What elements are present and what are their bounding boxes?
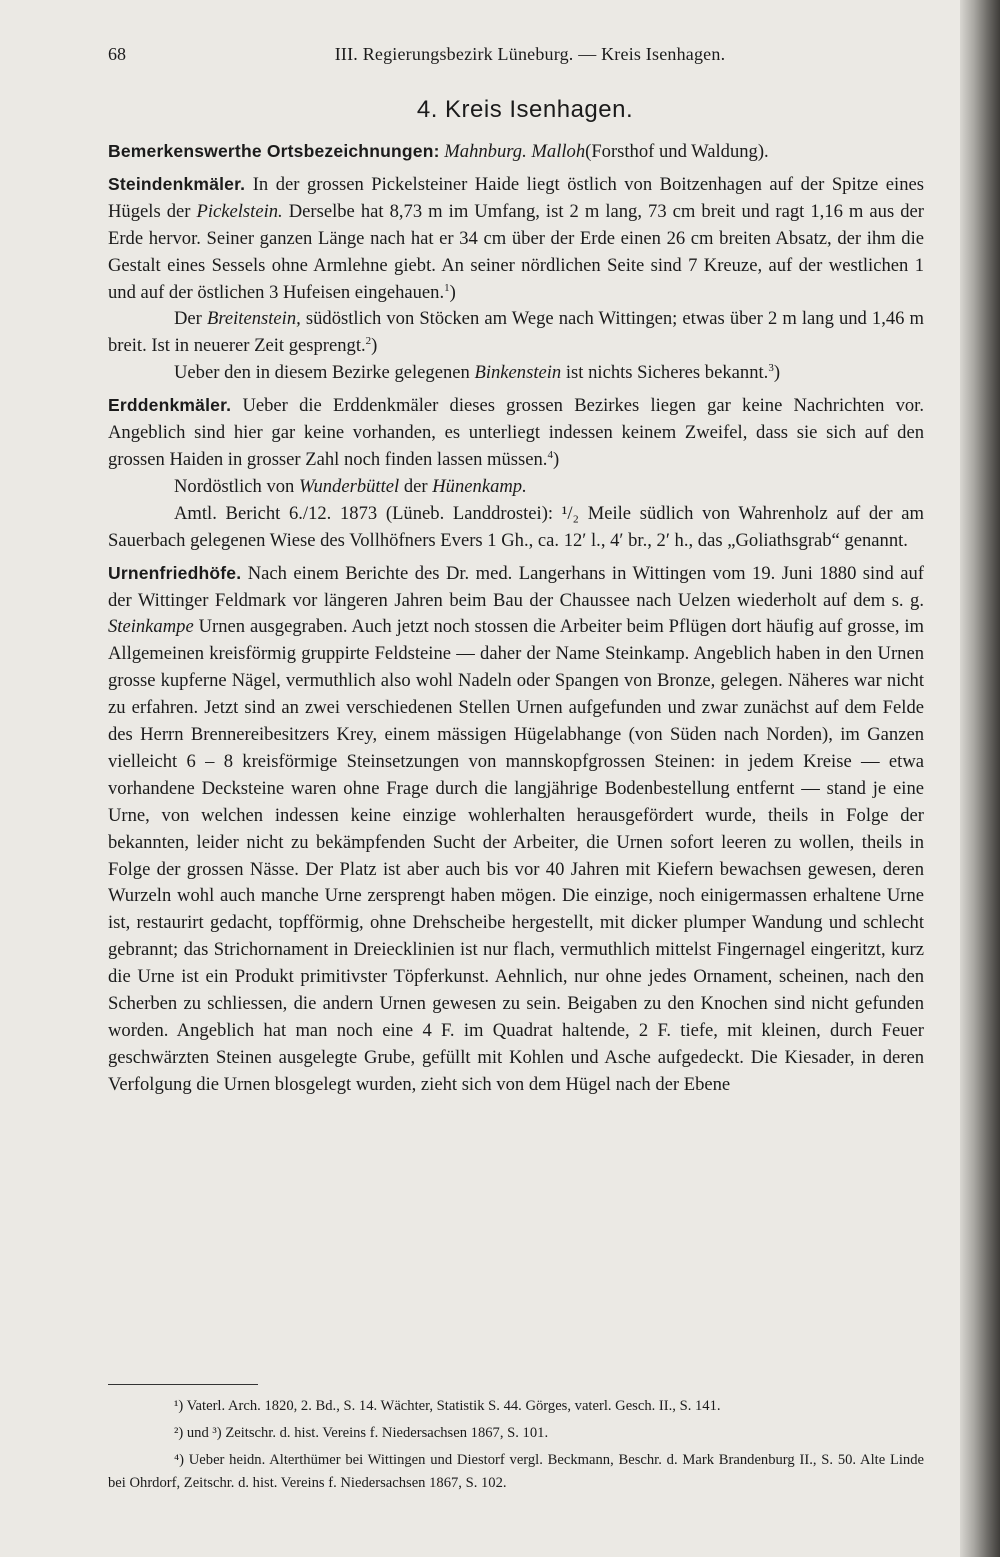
paragraph-text: Urnen ausgegraben. Auch jetzt noch stossen die Arbeiter beim Pflügen dort häufig auf grosse, im Allgemeinen kreisförmig gruppirte Feldsteine — daher der Name Steinkamp. Angeblich haben in den Urnen grosse kupferne Nägel, vermuthlich also wohl Nadeln oder Spangen von Bronze, gelegen. Näheres war nicht zu erfahren. Jetzt sind an zwei verschiedenen Stellen Urnen aufgefunden und zwar zunächst auf dem Felde des Herrn Brennereibesitzers Krey, einem mässigen Hügelabhange (von Süden nach Norden), im Ganzen vielleicht 6 – 8 kreisförmige Steinsetzungen von mannskopfgrossen Steinen: in jedem Kreise — etwa vorhandene Decksteine waren ohne Frage durch die langjährige Bodenbestellung entfernt — stand je eine Urne, von welchen indessen keine einzige wohlerhalten herausgefördert wurde, theils in Folge der bekannten, leider nicht zu bekämpfenden Sucht der Arbeiter, die Urnen sofort leeren zu wollen, theils in Folge der grossen Nässe. Der Platz ist aber auch bis vor 40 Jahren mit Kiefern bewachsen gewesen, deren Wurzeln wohl auch manche Urne zersprengt haben mögen. Die einzige, noch einigermassen erhaltene Urne ist, restaurirt gedacht, topfförmig, ohne Drehscheibe hergestellt, mit dicker plumper Wandung und schlecht gebrannt; das Strichornament in Dreiecklinien ist nur flach, vermuthlich mittelst Fingernagel eingeritzt, kurz die Urne ist ein Produkt primitivster Töpferkunst. Aehnlich, nur ohne jedes Ornament, scheinen, nach den Scherben zu schliessen, die andern Urnen gewesen zu sein. Beigaben zu den Knochen sind nicht gefunden worden. Angeblich hat man noch eine 4 F. im Quadrat haltende, 2 F. tiefe, mit kleinen, durch Feuer geschwärzten Steinen ausgelegte Grube, gefüllt mit Kohlen und Asche aufgedeckt. Die Kiesader, in deren Verfolgung die Urnen blosgelegt wurden, zieht sich von dem Hügel nach der Ebene bbox=[108, 616, 924, 1095]
footnote-text: Zeitschr. d. hist. Vereins f. Niedersachsen 1867, S. 101. bbox=[225, 1425, 549, 1441]
place-name: Wunderbüttel bbox=[299, 475, 400, 497]
footnote-1 bbox=[108, 1395, 924, 1418]
footnote-ref: 4 bbox=[547, 448, 553, 461]
paragraph-text: Nach einem Berichte des Dr. med. Langerhans in Wittingen vom 19. Juni 1880 sind auf der Wittinger Feldmark vor längeren Jahren beim Bau der Chaussee nach Uelzen wiederholt auf dem s. g. bbox=[108, 562, 924, 611]
place-name: Malloh bbox=[531, 141, 586, 162]
paragraph-text: Derselbe hat 8,73 m im Umfang, ist 2 m lang, 73 cm breit und ragt 1,16 m aus der Erde hervor. Seiner ganzen Länge nach hat er 34 cm über der Erde einen 26 cm breiten Absatz, der ihm die Gestalt eines Sessels ohne Armlehne giebt. An seiner nördlichen Seite sind 7 Kreuze, auf der westlichen 1 und auf der östlichen 3 Hufeisen eingehauen. bbox=[108, 200, 924, 303]
main-text bbox=[108, 138, 924, 1099]
section-heading-steindenkmaeler: Steindenkmäler. bbox=[108, 173, 246, 194]
paragraph-steindenkmaeler-1: Steindenkmäler. In der grossen Pickelsteiner Haide liegt östlich von Boitzenhagen auf der Spitze eines Hügels der Pickelstein. Derselbe hat 8,73 m im Umfang, ist 2 m lang, 73 cm breit und ragt 1,16 m aus der Erde hervor. Seiner ganzen Länge nach hat er 34 cm über der Erde einen 26 cm breiten Absatz, der ihm die Gestalt eines Sessels ohne Armlehne giebt. An seiner nördlichen Seite sind 7 Kreuze, auf der westlichen 1 und auf der östlichen 3 Hufeisen eingehauen.$^1$) bbox=[108, 173, 924, 303]
paragraph-steindenkmaeler-2: Der Breitenstein, südöstlich von Stöcken am Wege nach Wittingen; etwas über 2 m lang und 1,46 m breit. Ist in neuerer Zeit gesprengt.$^2$) bbox=[108, 308, 925, 357]
paragraph-urnenfriedhoefe bbox=[108, 560, 924, 1099]
footnote-ref: 2 bbox=[365, 335, 372, 348]
paragraph-text: ist nichts Sicheres bekannt. bbox=[565, 362, 769, 384]
place-name: Mahnburg. bbox=[444, 141, 527, 162]
paragraph-text: südöstlich von Stöcken am Wege nach Wittingen; etwas über 2 m lang und 1,46 m breit. Ist in neuerer Zeit gesprengt. bbox=[108, 308, 925, 357]
footnote-text: Ueber heidn. Alterthümer bei Wittingen und Diestorf vergl. Beckmann, Beschr. d. Mark Brandenburg II., S. 50. Alte Linde bei Ohrdorf, Zeitschr. d. hist. Vereins f. Niedersachsen 1867, S. 102. bbox=[108, 1452, 924, 1491]
footnote-marker: ⁴) bbox=[174, 1452, 184, 1468]
fraction: ¹/₂ bbox=[561, 502, 579, 524]
running-title: III. Regierungsbezirk Lüneburg. — Kreis Isenhagen. bbox=[334, 44, 726, 64]
footnote-text: Vaterl. Arch. 1820, 2. Bd., S. 14. Wächter, Statistik S. 44. Görges, vaterl. Gesch. II., S. 141. bbox=[186, 1398, 721, 1414]
section-heading-urnenfriedhoefe: Urnenfriedhöfe. bbox=[108, 562, 242, 583]
paragraph-text: Amtl. Bericht 6./12. 1873 (Lüneb. Landdrostei): bbox=[174, 502, 554, 524]
paragraph-ortsbezeichnungen bbox=[108, 138, 924, 166]
paragraph-text: Ueber den in diesem Bezirke gelegenen bbox=[174, 362, 470, 384]
place-name: Pickelstein. bbox=[196, 200, 283, 222]
paragraph-text: Nordöstlich von bbox=[174, 475, 295, 497]
paragraph-text: Meile südlich von Wahrenholz auf der am Sauerbach gelegenen Wiese des Vollhöfners Evers 1 Gh., ca. 12′ l., 4′ br., 2′ h., das „Goliathsgrab“ genannt. bbox=[108, 502, 924, 551]
paragraph-text: der bbox=[403, 475, 428, 497]
footnote-ref: 1 bbox=[444, 281, 450, 294]
paragraph-erddenkmaeler-1: Erddenkmäler. Ueber die Erddenkmäler dieses grossen Bezirkes liegen gar keine Nachrichten vor. Angeblich sind hier gar keine vorhanden, es unterliegt indessen keinem Zweifel, dass sie sich auf den grossen Haiden in grosser Zahl noch finden lassen müssen.$^4$) bbox=[108, 395, 924, 470]
page-number: 68 bbox=[108, 44, 126, 64]
paragraph-text: Der bbox=[174, 308, 202, 330]
footnotes bbox=[108, 1395, 924, 1499]
section-heading-erddenkmaeler: Erddenkmäler. bbox=[108, 395, 232, 416]
place-name: Binkenstein bbox=[474, 362, 562, 384]
paragraph-text: Ueber die Erddenkmäler dieses grossen Bezirkes liegen gar keine Nachrichten vor. Angeblich sind hier gar keine vorhanden, es unterliegt indessen keinem Zweifel, dass sie sich auf den grossen Haiden in grosser Zahl noch finden lassen müssen. bbox=[108, 395, 924, 470]
place-name: Steinkampe bbox=[108, 616, 194, 638]
footnote-2-3 bbox=[108, 1422, 924, 1445]
chapter-title: 4. Kreis Isenhagen. bbox=[416, 96, 634, 123]
place-name: Breitenstein, bbox=[206, 308, 301, 330]
footnote-4 bbox=[108, 1449, 924, 1495]
footnote-ref: 3 bbox=[768, 362, 774, 375]
section-heading-ortsbezeichnungen: Bemerkenswerthe Ortsbezeichnungen: bbox=[108, 141, 440, 161]
paragraph-text: In der grossen Pickelsteiner Haide liegt östlich von Boitzenhagen auf der Spitze eines Hügels der bbox=[108, 173, 924, 222]
footnote-marker: ²) und ³) bbox=[174, 1425, 222, 1441]
place-name: Hünenkamp. bbox=[432, 475, 527, 497]
book-gutter-shadow bbox=[960, 0, 1000, 1557]
footnote-separator bbox=[108, 1384, 258, 1385]
paragraph-erddenkmaeler-2 bbox=[108, 474, 924, 501]
paragraph-steindenkmaeler-3: Ueber den in diesem Bezirke gelegenen Binkenstein ist nichts Sicheres bekannt.$^3$) bbox=[174, 362, 781, 384]
paragraph-erddenkmaeler-3 bbox=[108, 501, 924, 555]
page-header bbox=[108, 44, 922, 74]
paragraph-text: (Forsthof und Waldung). bbox=[585, 141, 769, 162]
footnote-marker: ¹) bbox=[174, 1398, 184, 1414]
